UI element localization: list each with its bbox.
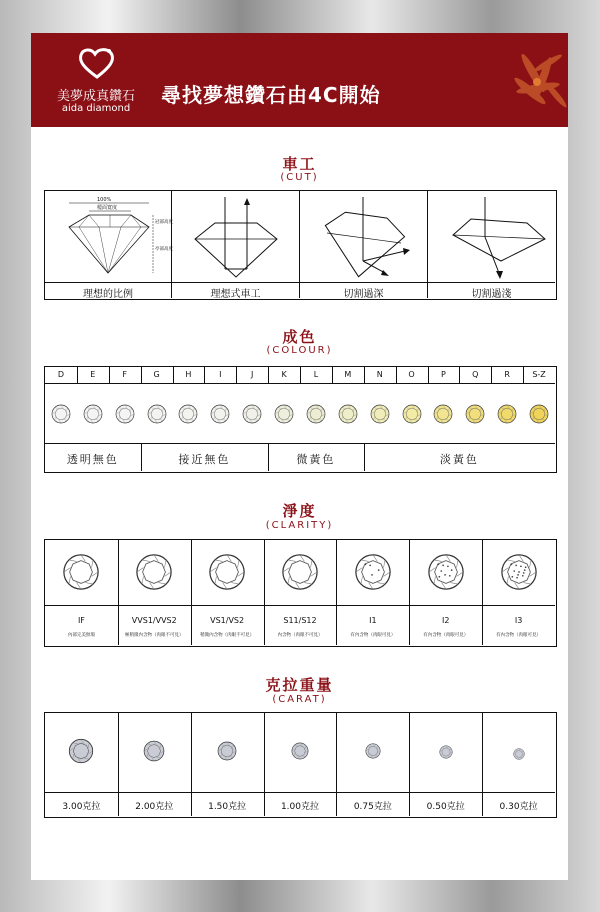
- clarity-grade-label: VS1/VS2: [210, 616, 245, 625]
- colour-group-label: 淡黃色: [439, 453, 479, 466]
- clarity-col-divider: [482, 540, 483, 645]
- group-divider: [45, 443, 555, 444]
- colour-grade-label: H: [185, 370, 192, 379]
- diamond-icon: [210, 404, 230, 424]
- cut-subtitle: (CUT): [280, 172, 319, 183]
- diamond-icon: [242, 404, 262, 424]
- clarity-stone: [135, 553, 173, 591]
- colour-subtitle: (COLOUR): [266, 345, 333, 356]
- clarity-grade-label: I3: [514, 616, 523, 625]
- colour-grade-label: J: [251, 370, 254, 379]
- colour-grade-label: Q: [472, 370, 479, 379]
- clarity-stone: [427, 553, 465, 591]
- clarity-grade-desc: 內部完美無瑕: [67, 633, 95, 638]
- diamond-icon: [115, 404, 135, 424]
- carat-stone: [365, 743, 381, 759]
- carat-stone: [217, 741, 237, 761]
- cut-table: [44, 190, 557, 300]
- carat-table: [44, 712, 557, 818]
- clarity-stone: [281, 553, 319, 591]
- clarity-grade-label: I1: [369, 616, 377, 625]
- colour-stone: [83, 404, 103, 424]
- carat-divider: [45, 792, 555, 793]
- diamond-icon: [62, 553, 100, 591]
- colour-group-label: 透明無色: [66, 453, 119, 466]
- clarity-divider: [45, 605, 555, 606]
- colour-grade-label: K: [281, 370, 287, 379]
- carat-stone: [68, 738, 94, 764]
- diamond-icon: [465, 404, 485, 424]
- diamond-icon: [402, 404, 422, 424]
- diamond-icon: [208, 553, 246, 591]
- clarity-grade-desc: 有內含物（肉眼可見）: [496, 633, 542, 638]
- diamond-icon: [83, 404, 103, 424]
- diamond-icon: [178, 404, 198, 424]
- carat-weight-label: 3.00克拉: [62, 802, 101, 812]
- colour-stone: [115, 404, 135, 424]
- clarity-subtitle: (CLARITY): [265, 520, 334, 531]
- carat-stone: [513, 745, 525, 757]
- diamond-icon: [135, 553, 173, 591]
- diamond-icon: [306, 404, 326, 424]
- carat-subtitle: (CARAT): [272, 694, 327, 705]
- clarity-stone: [500, 553, 538, 591]
- colour-table: [44, 366, 557, 473]
- cut-label-ideal-cut: 理想式車工: [210, 289, 261, 300]
- clarity-title: 淨度: [282, 502, 317, 520]
- colour-stone: [465, 404, 485, 424]
- carat-weight-label: 0.30克拉: [499, 802, 538, 812]
- colour-grade-label: P: [441, 370, 446, 379]
- heart-logo-icon: [77, 45, 117, 81]
- diamond-icon: [365, 743, 381, 759]
- diamond-icon: [497, 404, 517, 424]
- brand-name-cn: 美夢成真鑽石: [56, 89, 135, 104]
- diamond-icon: [217, 741, 237, 761]
- clarity-stone: [208, 553, 246, 591]
- colour-stone: [433, 404, 453, 424]
- diamond-icon: [433, 404, 453, 424]
- colour-grade-label: S-Z: [532, 370, 546, 379]
- colour-grade-label: I: [219, 370, 222, 379]
- clarity-stone: [62, 553, 100, 591]
- colour-stone: [210, 404, 230, 424]
- brand-name-en: aida diamond: [61, 103, 131, 114]
- clarity-col-divider: [191, 540, 192, 645]
- too-shallow-cut-diagram: [441, 195, 551, 281]
- clarity-col-divider: [264, 540, 265, 645]
- carat-weight-label: 0.50克拉: [426, 802, 465, 812]
- carat-stone: [291, 742, 309, 760]
- colour-stone: [178, 404, 198, 424]
- colour-stone: [370, 404, 390, 424]
- carat-weight-label: 1.50克拉: [208, 802, 247, 812]
- poster: [31, 33, 568, 880]
- diamond-icon: [274, 404, 294, 424]
- clarity-grade-desc: 稍微內含物（肉眼不可見）: [200, 633, 255, 638]
- clarity-col-divider: [409, 540, 410, 645]
- cut-label-too-deep: 切割過深: [343, 289, 384, 300]
- diamond-icon: [370, 404, 390, 424]
- cut-title: 車工: [282, 155, 317, 173]
- diamond-icon: [354, 553, 392, 591]
- ideal-proportion-diagram: [49, 195, 173, 281]
- colour-stone: [306, 404, 326, 424]
- diamond-icon: [427, 553, 465, 591]
- colour-group-label: 接近無色: [178, 453, 231, 466]
- colour-grade-label: R: [504, 370, 510, 379]
- header-banner: [31, 33, 568, 127]
- diamond-icon: [500, 553, 538, 591]
- colour-grade-label: O: [408, 370, 415, 379]
- colour-stone: [529, 404, 549, 424]
- diamond-icon: [529, 404, 549, 424]
- colour-grade-label: L: [313, 370, 319, 379]
- diamond-icon: [291, 742, 309, 760]
- colour-stone: [147, 404, 167, 424]
- svg-text:檯面寬度: 檯面寬度: [97, 205, 118, 211]
- clarity-grade-desc: 有內含物（肉眼可見）: [350, 633, 396, 638]
- colour-group-label: 微黃色: [296, 453, 336, 466]
- clarity-grade-label: I2: [441, 616, 450, 625]
- diamond-icon: [147, 404, 167, 424]
- svg-text:亭部高度: 亭部高度: [155, 247, 173, 252]
- diamond-icon: [68, 738, 94, 764]
- clarity-grade-label: S11/S12: [283, 616, 317, 625]
- carat-stone: [439, 744, 453, 758]
- carat-weight-label: 2.00克拉: [135, 802, 174, 812]
- colour-title: 成色: [282, 328, 317, 346]
- colour-stone: [402, 404, 422, 424]
- colour-grade-label: F: [122, 370, 127, 379]
- diamond-icon: [51, 404, 71, 424]
- header-divider: [45, 383, 555, 384]
- clarity-grade-label: VVS1/VVS2: [131, 616, 177, 625]
- cut-label-ideal-proportion: 理想的比例: [83, 289, 133, 300]
- colour-stone: [51, 404, 71, 424]
- headline: 尋找夢想鑽石由4C開始: [161, 83, 381, 107]
- carat-weight-label: 1.00克拉: [280, 802, 319, 812]
- carat-weight-label: 0.75克拉: [353, 802, 392, 812]
- diamond-icon: [513, 748, 525, 760]
- clarity-grade-desc: 內含物（肉眼不可見）: [277, 633, 323, 638]
- colour-stone: [338, 404, 358, 424]
- clarity-col-divider: [118, 540, 119, 645]
- colour-stone: [497, 404, 517, 424]
- colour-stone: [242, 404, 262, 424]
- cut-label-too-shallow: 切割過淺: [471, 289, 512, 300]
- carat-stone: [143, 740, 165, 762]
- clarity-grade-desc: 極稍微內含物（肉眼不可見）: [125, 633, 184, 638]
- width-label: 100%: [97, 197, 112, 203]
- colour-grade-label: D: [57, 370, 65, 379]
- colour-grade-label: N: [376, 370, 383, 379]
- clarity-col-divider: [336, 540, 337, 645]
- ideal-cut-diagram: [185, 195, 285, 281]
- diamond-icon: [281, 553, 319, 591]
- diamond-icon: [143, 740, 165, 762]
- clarity-stone: [354, 553, 392, 591]
- colour-grade-label: M: [344, 370, 352, 379]
- brand-logo: [31, 33, 161, 127]
- diamond-icon: [338, 404, 358, 424]
- clarity-grade-desc: 有內含物（肉眼可見）: [423, 633, 469, 638]
- colour-stone: [274, 404, 294, 424]
- too-deep-cut-diagram: [313, 195, 413, 281]
- flower-decoration-icon: [488, 33, 568, 127]
- svg-text:冠部高度: 冠部高度: [155, 220, 173, 225]
- carat-title: 克拉重量: [265, 676, 334, 694]
- colour-grade-label: G: [153, 370, 160, 379]
- clarity-grade-label: IF: [77, 616, 85, 625]
- clarity-table: [44, 539, 557, 647]
- colour-grade-label: E: [90, 370, 96, 379]
- diamond-icon: [439, 745, 453, 759]
